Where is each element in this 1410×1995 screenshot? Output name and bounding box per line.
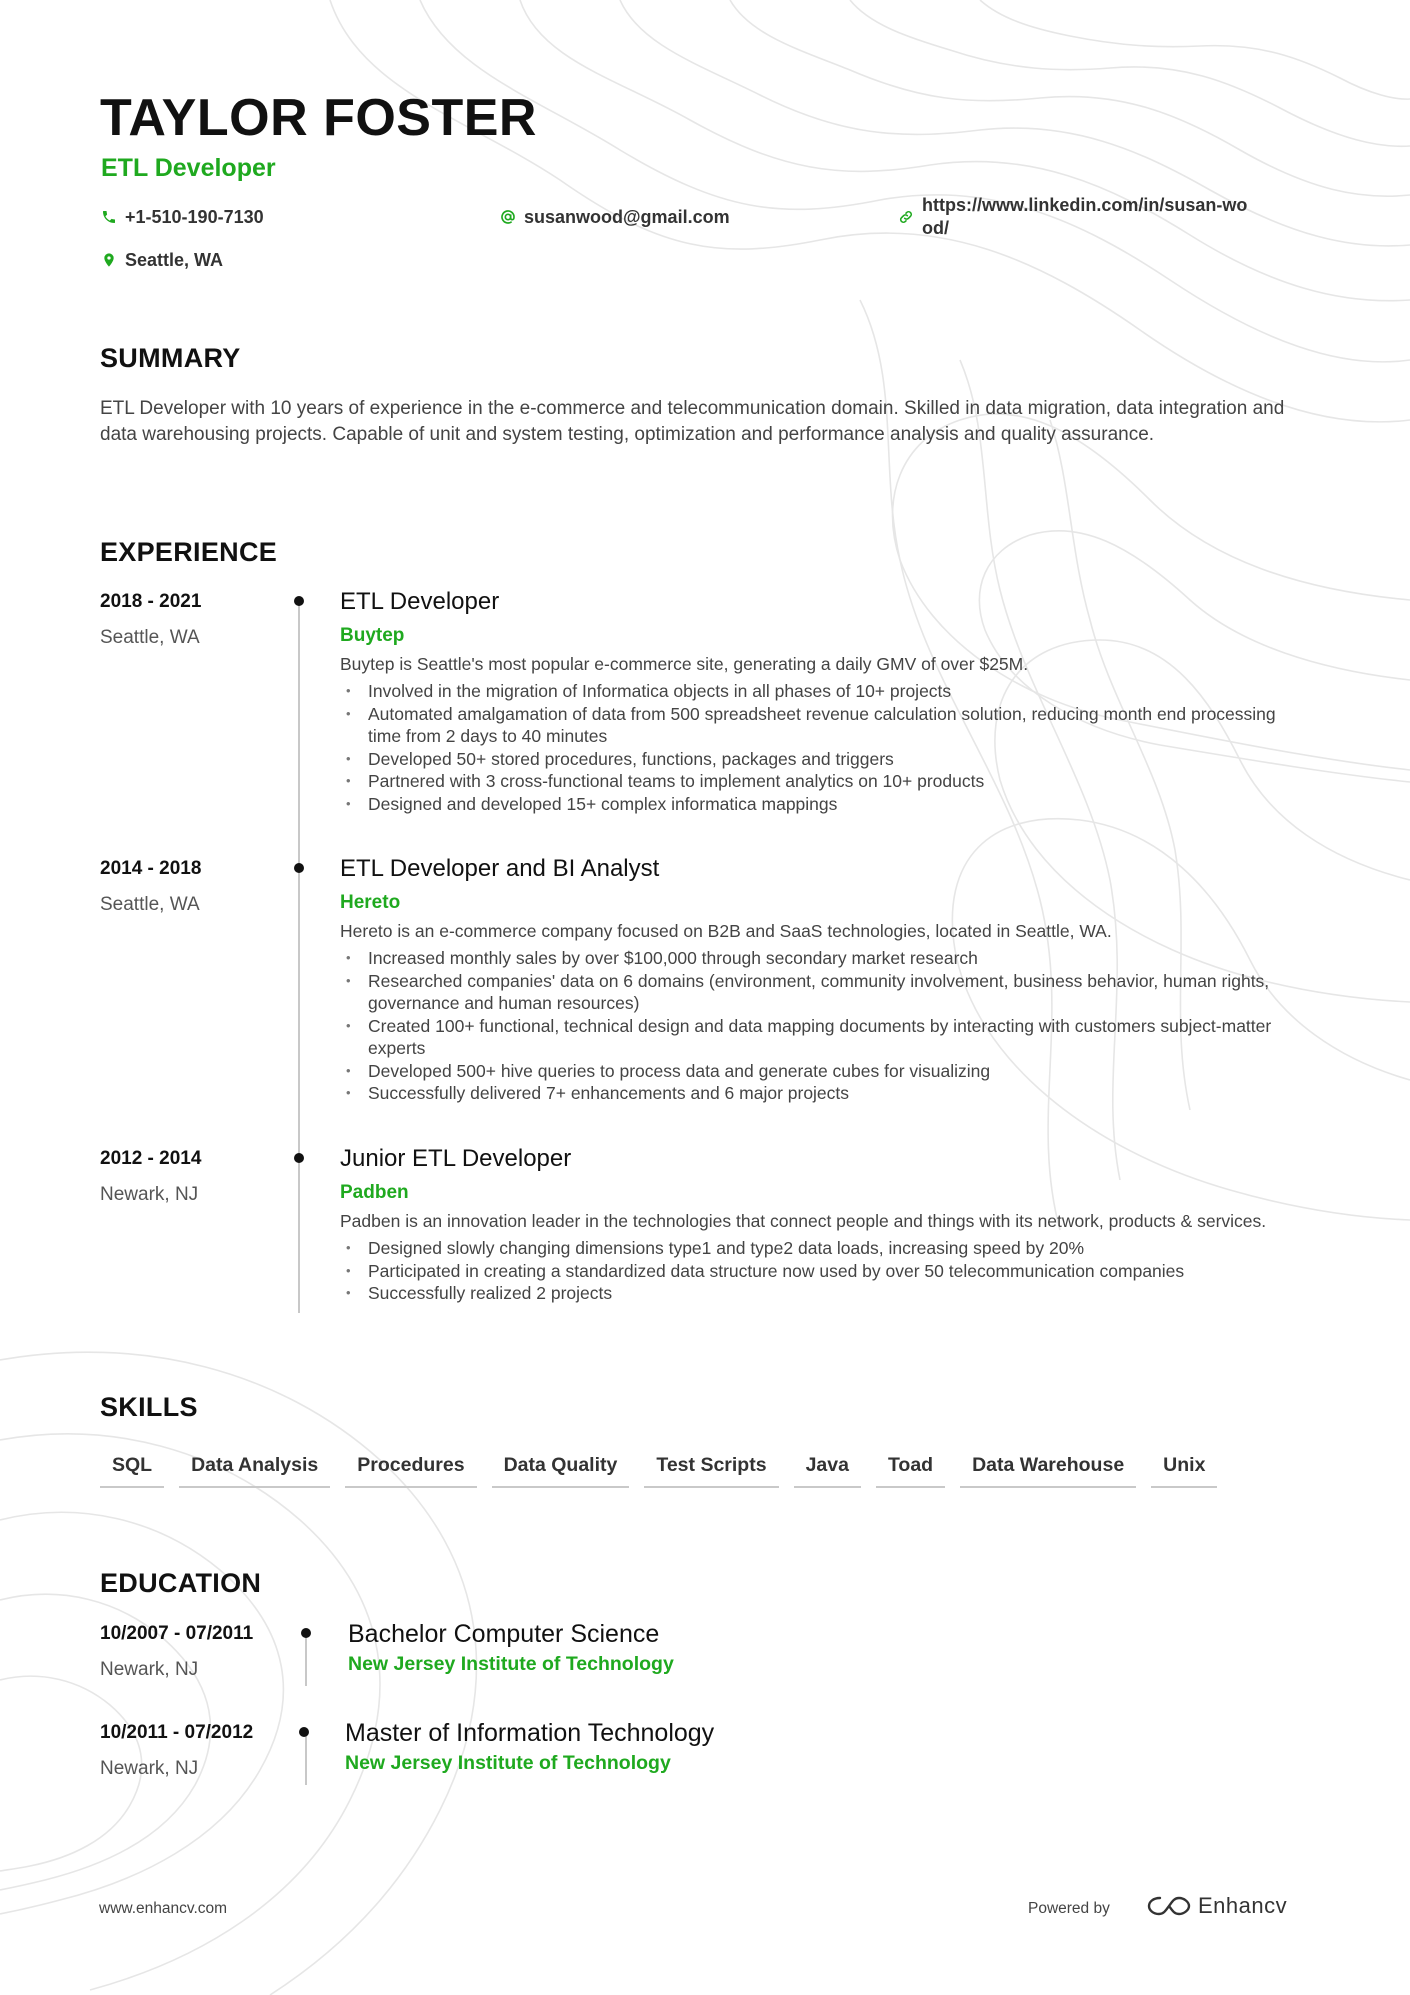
education-heading: EDUCATION — [100, 1568, 262, 1598]
summary-text: ETL Developer with 10 years of experience in the e-commerce and telecommunication domain. Skilled in data migration, data integration and data warehousing projects. Capable of unit and system testing, optimization and performance analysis and quality assurance. — [100, 398, 1285, 445]
school-name: New Jersey Institute of Technology — [348, 1653, 674, 1675]
education-timeline — [305, 1735, 307, 1785]
skill-tag: Procedures — [345, 1452, 476, 1488]
list-item: • Increased monthly sales by over $100,000 through secondary market research — [340, 947, 1300, 970]
degree-title: Bachelor Computer Science — [348, 1620, 660, 1648]
company-name: Padben — [340, 1182, 409, 1203]
list-item: • Involved in the migration of Informatica objects in all phases of 10+ projects — [340, 680, 1300, 703]
education-location: Newark, NJ — [100, 1659, 199, 1680]
list-item: • Created 100+ functional, technical design and data mapping documents by interacting with customers subject-matter experts — [340, 1015, 1300, 1060]
experience-heading: EXPERIENCE — [100, 537, 278, 567]
location-contact — [101, 249, 223, 272]
timeline-dot — [301, 1628, 311, 1638]
timeline-dot — [294, 596, 304, 606]
skill-tag: Test Scripts — [644, 1452, 778, 1488]
list-item: • Developed 500+ hive queries to process data and generate cubes for visualizing — [340, 1060, 1300, 1083]
job-entry — [340, 588, 1300, 815]
company-name: Buytep — [340, 625, 405, 646]
skill-tag: Data Analysis — [179, 1452, 330, 1488]
skill-tag: SQL — [100, 1452, 164, 1488]
email-address[interactable]: susanwood@gmail.com — [524, 207, 730, 227]
education-entry — [348, 1620, 674, 1676]
job-title: ETL Developer and BI Analyst — [340, 855, 660, 882]
job-title: ETL Developer — [340, 588, 500, 615]
timeline-dot — [294, 1153, 304, 1163]
skill-tag: Unix — [1151, 1452, 1217, 1488]
company-name: Hereto — [340, 892, 401, 913]
degree-title: Master of Information Technology — [345, 1719, 715, 1747]
skill-tag: Data Quality — [492, 1452, 630, 1488]
list-item: • Automated amalgamation of data from 500 spreadsheet revenue calculation solution, reducing month end processing time from 2 days to 40 minutes — [340, 703, 1300, 748]
linkedin-contact[interactable] — [898, 194, 1258, 240]
job-title: Junior ETL Developer — [340, 1145, 572, 1172]
school-name: New Jersey Institute of Technology — [345, 1752, 671, 1774]
job-dates: 2012 - 2014 — [100, 1148, 202, 1169]
skills-heading: SKILLS — [100, 1392, 198, 1422]
candidate-title: ETL Developer — [101, 154, 276, 182]
timeline-dot — [294, 863, 304, 873]
list-item: • Successfully realized 2 projects — [340, 1282, 1300, 1305]
job-dates: 2014 - 2018 — [100, 858, 202, 879]
list-item: • Researched companies' data on 6 domains (environment, community involvement, business behavior, human rights, governance and human resources) — [340, 970, 1300, 1015]
education-dates: 10/2007 - 07/2011 — [100, 1623, 254, 1644]
education-entry — [345, 1719, 714, 1775]
list-item: • Successfully delivered 7+ enhancements and 6 major projects — [340, 1082, 1300, 1105]
job-location: Seattle, WA — [100, 894, 200, 915]
timeline-dot — [299, 1727, 309, 1737]
company-description: Hereto is an e-commerce company focused on B2B and SaaS technologies, located in Seattle, WA. — [340, 921, 1112, 941]
list-item: • Participated in creating a standardized data structure now used by over 50 telecommunication companies — [340, 1260, 1300, 1283]
achievement-list — [340, 1237, 1300, 1305]
phone-icon — [101, 209, 117, 225]
list-item: • Designed slowly changing dimensions type1 and type2 data loads, increasing speed by 20% — [340, 1237, 1300, 1260]
location-text: Seattle, WA — [125, 250, 224, 270]
link-icon — [898, 209, 914, 225]
summary-heading: SUMMARY — [100, 343, 241, 373]
email-contact[interactable] — [500, 206, 730, 229]
skill-tag: Data Warehouse — [960, 1452, 1136, 1488]
education-timeline — [305, 1636, 307, 1686]
list-item: • Developed 50+ stored procedures, functions, packages and triggers — [340, 748, 1300, 771]
at-sign-icon — [500, 209, 516, 225]
phone-contact — [101, 206, 264, 229]
education-dates: 10/2011 - 07/2012 — [100, 1722, 254, 1743]
map-pin-icon — [101, 252, 117, 268]
company-description: Padben is an innovation leader in the technologies that connect people and things with its network, products & services. — [340, 1211, 1267, 1231]
skill-tag: Java — [794, 1452, 861, 1488]
candidate-name: TAYLOR FOSTER — [100, 89, 537, 147]
experience-timeline — [298, 601, 300, 1313]
job-entry — [340, 1145, 1300, 1305]
linkedin-url[interactable]: https://www.linkedin.com/in/susan-wood/ — [922, 195, 1248, 238]
job-dates: 2018 - 2021 — [100, 591, 202, 612]
brand-name: Enhancv — [1198, 1893, 1288, 1918]
list-item: • Partnered with 3 cross-functional teams to implement analytics on 10+ products — [340, 770, 1300, 793]
achievement-list — [340, 680, 1300, 815]
job-entry — [340, 855, 1300, 1105]
phone-number: +1-510-190-7130 — [125, 207, 264, 227]
brand-logo[interactable] — [1146, 1893, 1287, 1919]
achievement-list — [340, 947, 1300, 1105]
skills-list — [100, 1452, 1217, 1488]
skill-tag: Toad — [876, 1452, 945, 1488]
education-location: Newark, NJ — [100, 1758, 199, 1779]
list-item: • Designed and developed 15+ complex informatica mappings — [340, 793, 1300, 816]
company-description: Buytep is Seattle's most popular e-commerce site, generating a daily GMV of over $25M. — [340, 654, 1029, 674]
job-location: Newark, NJ — [100, 1184, 199, 1205]
powered-by-label: Powered by — [1028, 1900, 1110, 1917]
job-location: Seattle, WA — [100, 627, 200, 648]
enhancv-logo-icon — [1146, 1894, 1192, 1918]
footer-website-link[interactable]: www.enhancv.com — [99, 1900, 228, 1917]
